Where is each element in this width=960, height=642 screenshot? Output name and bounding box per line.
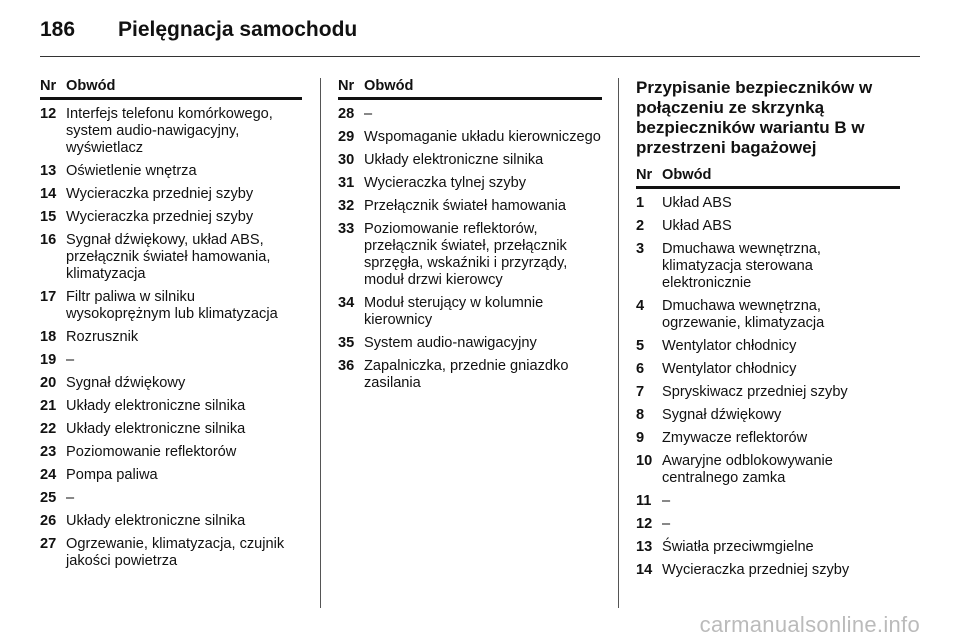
fuse-number: 30: [338, 152, 355, 168]
circuit-description: Pompa paliwa: [66, 467, 158, 483]
circuit-description: Oświetlenie wnętrza: [66, 163, 197, 179]
header-divider: [40, 56, 920, 57]
circuit-description: Przełącznik świateł hamowania: [364, 198, 566, 214]
header-circuit: Obwód: [364, 78, 414, 94]
table-row: [40, 329, 302, 346]
fuse-number: 13: [40, 163, 57, 179]
table-row: [40, 513, 302, 530]
fuse-number: 9: [636, 430, 645, 446]
circuit-description: Wentylator chłodnicy: [662, 338, 797, 354]
table-row: [636, 539, 900, 556]
circuit-description: Światła przeciwmgielne: [662, 539, 814, 555]
table-row: [338, 129, 602, 146]
circuit-description: –: [662, 493, 671, 509]
table-row: [636, 384, 900, 401]
circuit-description: Poziomowanie reflektorów: [66, 444, 237, 460]
fuse-number: 15: [40, 209, 57, 225]
fuse-number: 3: [636, 241, 645, 257]
table-row: [338, 152, 602, 169]
fuse-table-column-1: [40, 78, 302, 570]
table-row: [636, 218, 900, 235]
page-header: [40, 18, 357, 42]
table-row: [636, 338, 900, 355]
header-nr: Nr: [338, 78, 355, 94]
fuse-number: 18: [40, 329, 57, 345]
fuse-number: 25: [40, 490, 57, 506]
table-header: [338, 78, 602, 100]
fuse-number: 29: [338, 129, 355, 145]
table-row: [40, 209, 302, 226]
watermark: carmanualsonline.info: [699, 612, 920, 637]
circuit-description: Układy elektroniczne silnika: [364, 152, 544, 168]
table-row: [338, 335, 602, 352]
table-rows: [338, 106, 602, 392]
table-row: [338, 106, 602, 123]
table-row: [40, 106, 302, 157]
fuse-number: 24: [40, 467, 57, 483]
circuit-description: Interfejs telefonu komórkowego, system audio-nawigacyjny, wyświetlacz: [66, 106, 273, 156]
fuse-number: 7: [636, 384, 645, 400]
table-row: [40, 375, 302, 392]
fuse-number: 36: [338, 358, 355, 374]
circuit-description: Sygnał dźwiękowy: [66, 375, 186, 391]
fuse-number: 31: [338, 175, 355, 191]
circuit-description: Wycieraczka przedniej szyby: [66, 209, 254, 225]
table-row: [636, 562, 900, 579]
circuit-description: Spryskiwacz przedniej szyby: [662, 384, 848, 400]
header-nr: Nr: [636, 167, 653, 183]
table-row: [40, 163, 302, 180]
fuse-number: 17: [40, 289, 57, 305]
fuse-number: 27: [40, 536, 57, 552]
circuit-description: Wycieraczka przedniej szyby: [662, 562, 850, 578]
fuse-number: 23: [40, 444, 57, 460]
fuse-table-column-3: [636, 78, 900, 579]
table-rows: [40, 106, 302, 570]
column-divider: [618, 78, 619, 608]
circuit-description: Zmywacze reflektorów: [662, 430, 808, 446]
circuit-description: –: [364, 106, 373, 122]
circuit-description: Moduł sterujący w kolumnie kierownicy: [364, 295, 544, 328]
circuit-description: Układy elektroniczne silnika: [66, 398, 246, 414]
fuse-number: 32: [338, 198, 355, 214]
circuit-description: –: [66, 352, 75, 368]
circuit-description: Zapalniczka, przednie gniazdko zasilania: [364, 358, 569, 391]
fuse-number: 26: [40, 513, 57, 529]
table-rows: [636, 195, 900, 579]
table-row: [636, 453, 900, 487]
fuse-number: 2: [636, 218, 645, 234]
table-header: [636, 167, 900, 189]
fuse-number: 20: [40, 375, 57, 391]
circuit-description: –: [662, 516, 671, 532]
fuse-number: 28: [338, 106, 355, 122]
table-row: [636, 516, 900, 533]
table-row: [40, 232, 302, 283]
fuse-number: 22: [40, 421, 57, 437]
circuit-description: Wentylator chłodnicy: [662, 361, 797, 377]
table-row: [338, 175, 602, 192]
fuse-number: 13: [636, 539, 653, 555]
table-row: [338, 198, 602, 215]
table-row: [40, 352, 302, 369]
table-row: [40, 186, 302, 203]
table-header: [40, 78, 302, 100]
circuit-description: Dmuchawa wewnętrzna, klimatyzacja sterowana elektronicznie: [662, 241, 821, 291]
fuse-number: 33: [338, 221, 355, 237]
header-circuit: Obwód: [662, 167, 712, 183]
fuse-number: 21: [40, 398, 57, 414]
circuit-description: Rozrusznik: [66, 329, 139, 345]
table-row: [40, 289, 302, 323]
fuse-number: 5: [636, 338, 645, 354]
circuit-description: Sygnał dźwiękowy: [662, 407, 782, 423]
header-circuit: Obwód: [66, 78, 116, 94]
table-row: [338, 295, 602, 329]
table-row: [338, 358, 602, 392]
fuse-number: 4: [636, 298, 645, 314]
table-row: [40, 536, 302, 570]
table-row: [40, 444, 302, 461]
fuse-number: 11: [636, 493, 652, 509]
header-nr: Nr: [40, 78, 57, 94]
table-row: [636, 430, 900, 447]
circuit-description: Filtr paliwa w silniku wysokoprężnym lub klimatyzacja: [66, 289, 278, 322]
page-number: 186: [40, 18, 76, 41]
circuit-description: Układy elektroniczne silnika: [66, 421, 246, 437]
table-row: [40, 398, 302, 415]
fuse-number: 19: [40, 352, 57, 368]
fuse-number: 1: [636, 195, 645, 211]
fuse-number: 12: [636, 516, 653, 532]
circuit-description: System audio-nawigacyjny: [364, 335, 537, 351]
fuse-number: 6: [636, 361, 645, 377]
table-row: [40, 467, 302, 484]
section-title: Przypisanie bezpieczników w połączeniu ze skrzynką bezpieczników wariantu B w przestrzeni bagażowej: [636, 78, 873, 157]
fuse-number: 8: [636, 407, 645, 423]
table-row: [636, 195, 900, 212]
circuit-description: Sygnał dźwiękowy, układ ABS, przełącznik świateł hamowania, klimatyzacja: [66, 232, 271, 282]
fuse-number: 16: [40, 232, 57, 248]
circuit-description: Awaryjne odblokowywanie centralnego zamka: [662, 453, 833, 486]
table-row: [636, 493, 900, 510]
circuit-description: Dmuchawa wewnętrzna, ogrzewanie, klimatyzacja: [662, 298, 825, 331]
circuit-description: Wycieraczka tylnej szyby: [364, 175, 527, 191]
circuit-description: Poziomowanie reflektorów, przełącznik świateł, przełącznik sprzęgła, wskaźniki i przyrządy, moduł drzwi kierowcy: [364, 221, 568, 288]
fuse-number: 34: [338, 295, 355, 311]
table-row: [338, 221, 602, 289]
circuit-description: Układ ABS: [662, 218, 732, 234]
fuse-number: 14: [636, 562, 653, 578]
page-title: Pielęgnacja samochodu: [118, 18, 358, 41]
table-row: [40, 421, 302, 438]
circuit-description: –: [66, 490, 75, 506]
circuit-description: Układy elektroniczne silnika: [66, 513, 246, 529]
circuit-description: Ogrzewanie, klimatyzacja, czujnik jakości powietrza: [66, 536, 285, 569]
fuse-number: 14: [40, 186, 57, 202]
circuit-description: Wycieraczka przedniej szyby: [66, 186, 254, 202]
fuse-number: 12: [40, 106, 57, 122]
fuse-number: 10: [636, 453, 653, 469]
fuse-table-column-2: [338, 78, 602, 392]
table-row: [40, 490, 302, 507]
table-row: [636, 407, 900, 424]
table-row: [636, 298, 900, 332]
column-divider: [320, 78, 321, 608]
circuit-description: Układ ABS: [662, 195, 732, 211]
circuit-description: Wspomaganie układu kierowniczego: [364, 129, 601, 145]
table-row: [636, 361, 900, 378]
fuse-number: 35: [338, 335, 355, 351]
table-row: [636, 241, 900, 292]
